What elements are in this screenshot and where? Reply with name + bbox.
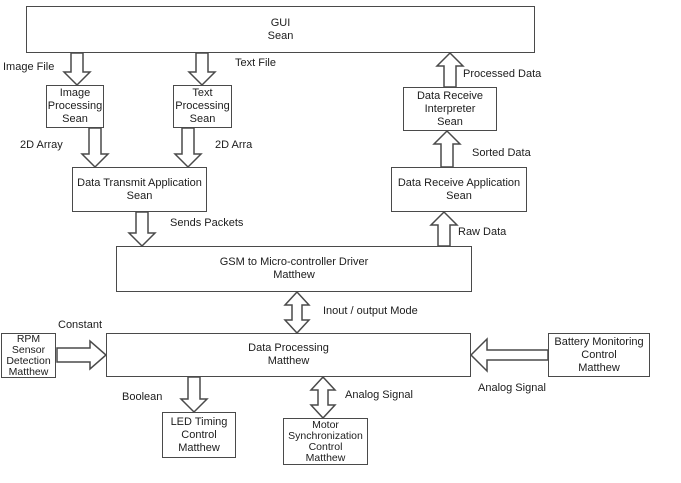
node-battery-monitoring-person: Matthew bbox=[578, 361, 620, 374]
node-motor-sync-person: Matthew bbox=[305, 451, 346, 464]
node-image-processing-person: Sean bbox=[62, 113, 88, 125]
arrow-double-inout-mode-icon bbox=[285, 292, 309, 333]
node-data-receive-interpreter-title: Data Receive Interpreter bbox=[416, 89, 484, 115]
node-gui-title: GUI bbox=[270, 16, 291, 29]
edge-label-raw-data: Raw Data bbox=[458, 226, 507, 238]
edge-label-sends-packets: Sends Packets bbox=[170, 217, 244, 229]
node-data-receive-interpreter-person: Sean bbox=[437, 115, 463, 128]
arrow-down-image-file-icon bbox=[64, 53, 90, 85]
node-data-processing-person: Matthew bbox=[267, 355, 310, 367]
node-led-timing-person: Matthew bbox=[178, 441, 220, 454]
arrow-down-sends-packets-icon bbox=[129, 212, 155, 246]
node-rpm-sensor-title: RPM Sensor Detection bbox=[6, 332, 51, 367]
node-data-receive-application-person: Sean bbox=[446, 189, 472, 202]
edge-label-constant: Constant bbox=[58, 319, 103, 331]
node-data-receive-interpreter bbox=[403, 87, 497, 131]
node-rpm-sensor-person: Matthew bbox=[8, 365, 49, 378]
node-gui-person: Sean bbox=[267, 29, 294, 42]
node-data-transmit-application-title: Data Transmit Application bbox=[77, 176, 202, 189]
edge-label-image-file: Image File bbox=[3, 61, 55, 73]
arrow-down-2d-arra-icon bbox=[175, 128, 201, 167]
edge-label-analog-signal-motor: Analog Signal bbox=[345, 389, 413, 401]
arrow-up-processed-data-icon bbox=[437, 53, 463, 87]
arrow-down-boolean-icon bbox=[181, 377, 207, 412]
edge-label-processed-data: Processed Data bbox=[463, 68, 542, 80]
node-data-transmit-application-person: Sean bbox=[126, 189, 153, 202]
node-gsm-driver-title: GSM to Micro-controller Driver bbox=[219, 256, 369, 268]
node-data-receive-application-title: Data Receive Application bbox=[397, 176, 521, 189]
node-rpm-sensor bbox=[1, 333, 56, 378]
edge-label-analog-signal-battery: Analog Signal bbox=[478, 382, 546, 394]
arrow-down-2d-array-icon bbox=[82, 128, 108, 167]
arrow-up-raw-data-icon bbox=[431, 212, 457, 246]
edge-label-inout-output-mode: Inout / output Mode bbox=[323, 305, 418, 317]
node-data-processing bbox=[106, 333, 471, 377]
edge-label-2d-array: 2D Array bbox=[20, 139, 63, 151]
node-motor-sync bbox=[283, 418, 368, 465]
node-image-processing-title: Image Processing bbox=[47, 87, 103, 112]
node-led-timing bbox=[162, 412, 236, 458]
edge-label-text-file: Text File bbox=[235, 57, 276, 69]
arrow-left-analog-signal-icon bbox=[471, 339, 548, 371]
edge-label-2d-arra: 2D Arra bbox=[215, 139, 253, 151]
node-data-processing-title: Data Processing bbox=[248, 342, 329, 354]
node-gsm-driver-person: Matthew bbox=[273, 269, 315, 281]
node-led-timing-title: LED Timing Control bbox=[170, 415, 228, 441]
node-text-processing bbox=[173, 85, 232, 128]
node-gui bbox=[26, 6, 535, 53]
node-battery-monitoring bbox=[548, 333, 650, 377]
node-text-processing-title: Text Processing bbox=[175, 87, 230, 112]
edge-label-sorted-data: Sorted Data bbox=[472, 147, 531, 159]
node-image-processing bbox=[46, 85, 104, 128]
node-battery-monitoring-title: Battery Monitoring Control bbox=[554, 335, 644, 361]
node-motor-sync-title: Motor Synchronization Control bbox=[288, 418, 363, 453]
node-gsm-driver bbox=[116, 246, 472, 292]
edge-label-boolean: Boolean bbox=[122, 391, 163, 403]
arrow-up-sorted-data-icon bbox=[434, 131, 460, 167]
arrow-down-text-file-icon bbox=[189, 53, 215, 85]
node-data-receive-application bbox=[391, 167, 527, 212]
arrow-right-constant-icon bbox=[57, 341, 106, 369]
node-data-transmit-application bbox=[72, 167, 207, 212]
arrow-double-analog-motor-icon bbox=[311, 377, 335, 418]
node-text-processing-person: Sean bbox=[189, 113, 216, 125]
